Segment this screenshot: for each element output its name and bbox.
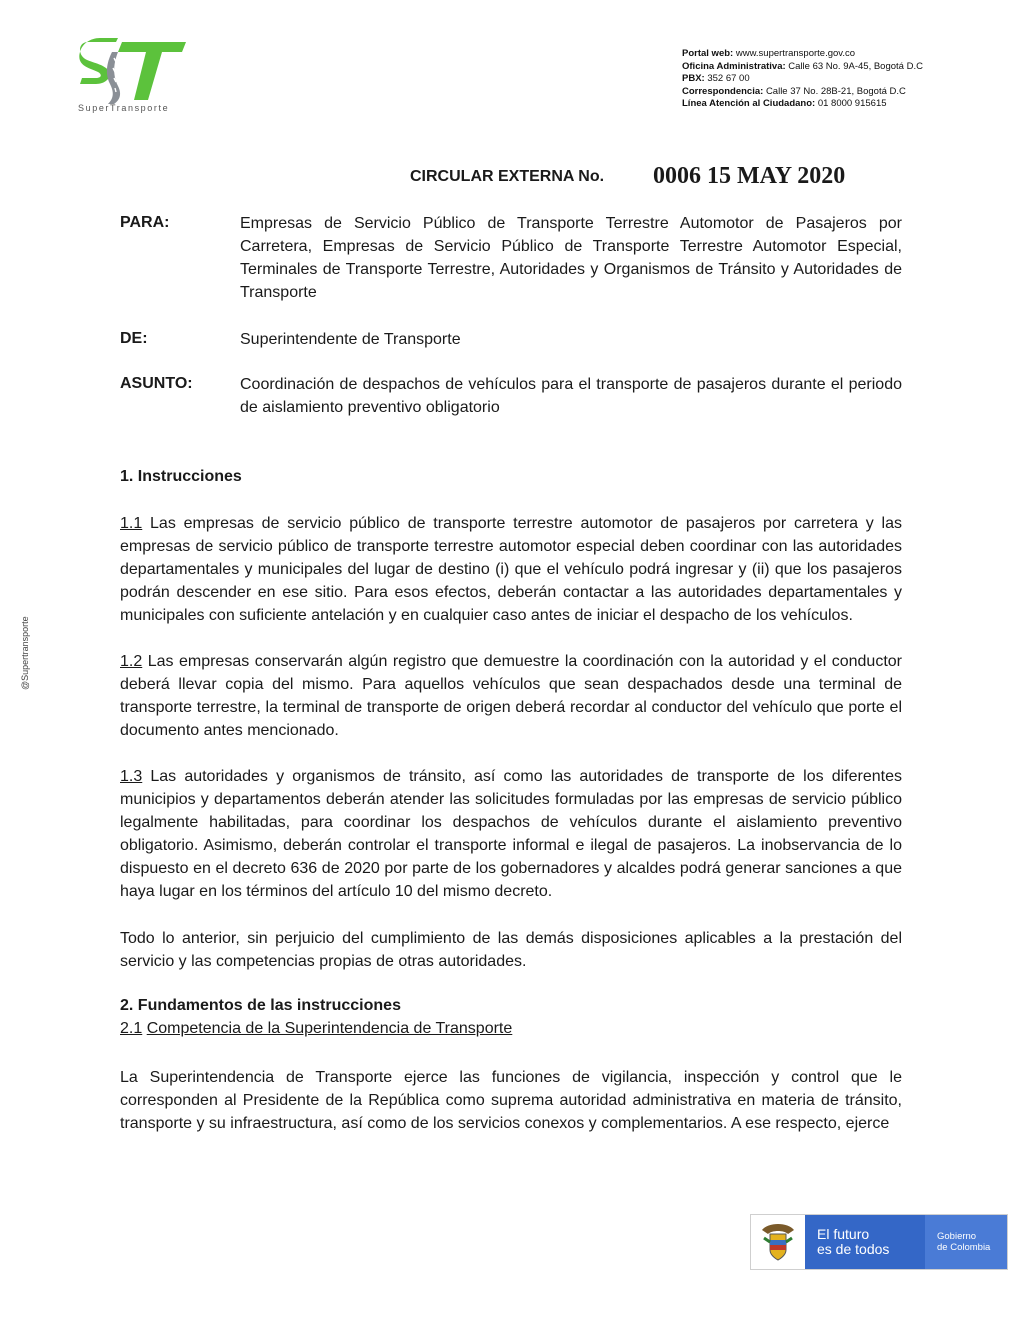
government-label-box — [925, 1215, 1007, 1269]
paragraph-1-2 — [120, 650, 902, 742]
slogan-line-1: El futuro — [817, 1226, 870, 1242]
circular-label: CIRCULAR EXTERNA No. — [410, 168, 605, 185]
paragraph-1-3 — [120, 765, 902, 903]
contact-line-mail: Correspondencia: Calle 37 No. 28B-21, Bogotá D.C — [682, 85, 906, 97]
colombia-crest-icon — [751, 1215, 805, 1269]
paragraph-1-1-number: 1.1 — [120, 515, 143, 532]
government-line-2: de Colombia — [937, 1242, 991, 1253]
section-2-title: 2. Fundamentos de las instrucciones — [120, 997, 401, 1014]
contact-line-phone: Línea Atención al Ciudadano: 01 8000 915615 — [682, 98, 887, 109]
de-label: DE: — [120, 330, 148, 347]
paragraph-1-1-text: Las empresas de servicio público de transporte terrestre automotor de pasajeros por carretera y las empresas de servicio público de transporte terrestre automotor especial deben coordinar con las autoridades departamentales y municipales del lugar de destino (i) que el vehículo podrá ingresar y (ii) que los pasajeros podrán descender en ese sitio. Para esos efectos, deberán contactar a las autoridades departamentales y municipales con suficiente antelación y en cualquier caso antes de iniciar el despacho de los vehículos. — [120, 515, 902, 624]
section-1-title: 1. Instrucciones — [120, 468, 242, 485]
paragraph-2-1: La Superintendencia de Transporte ejerce las funciones de vigilancia, inspección y control que le corresponden al Presidente de la República como suprema autoridad administrativa en materia de tránsito, transporte y su infraestructura, así como de los servicios conexos y complementarios. A ese respecto, ejerce — [120, 1069, 902, 1132]
paragraph-1-3-number: 1.3 — [120, 768, 143, 785]
para-label: PARA: — [120, 214, 170, 231]
subsection-2-1-title — [120, 1020, 512, 1038]
government-badge — [750, 1214, 1008, 1270]
paragraph-closing: Todo lo anterior, sin perjuicio del cumplimiento de las demás disposiciones aplicables a la prestación del servicio y las competencias propias de otras autoridades. — [120, 930, 902, 970]
asunto-label: ASUNTO: — [120, 375, 193, 392]
de-text: Superintendente de Transporte — [240, 331, 461, 348]
subsection-2-1-number: 2.1 — [120, 1020, 143, 1037]
contact-line-office: Oficina Administrativa: Calle 63 No. 9A-45, Bogotá D.C — [682, 60, 923, 72]
government-line-1: Gobierno — [937, 1231, 977, 1242]
contact-line-web: Portal web: www.supertransporte.gov.co — [682, 48, 856, 59]
slogan-line-2: es de todos — [817, 1241, 890, 1257]
side-social-handle: @Supertransporte — [20, 616, 30, 690]
paragraph-1-1 — [120, 512, 902, 627]
slogan-box — [805, 1215, 925, 1269]
logo-subtitle: SuperTransporte — [78, 103, 170, 113]
circular-number: 0006 15 MAY 2020 — [653, 163, 846, 189]
para-text: Empresas de Servicio Público de Transporte Terrestre Automotor de Pasajeros por Carretera, Empresas de Servicio Público de Transporte Terrestre Automotor Especial, Terminales de Transporte Terrestre, Autoridades y Organismos de Tránsito y Autoridades de Transporte — [240, 215, 902, 301]
paragraph-1-2-number: 1.2 — [120, 653, 143, 670]
subsection-2-1-text: Competencia de la Superintendencia de Transporte — [146, 1020, 513, 1037]
contact-block — [682, 48, 923, 111]
contact-line-pbx: PBX: 352 67 00 — [682, 73, 750, 84]
paragraph-1-3-text: Las autoridades y organismos de tránsito, así como las autoridades de transporte de los diferentes municipios y departamentos deberán atender las solicitudes formuladas por las empresas de servicio público legalmente habilitadas, para coordinar los despachos de vehículos durante el aislamiento preventivo obligatorio. Asimismo, deberán controlar el transporte informal e ilegal de pasajeros. La inobservancia de lo dispuesto en el decreto 636 de 2020 por parte de los gobernadores y alcaldes podrá generar sanciones a que haya lugar en los términos del artículo 10 del mismo decreto. — [120, 768, 902, 900]
paragraph-1-2-text: Las empresas conservarán algún registro que demuestre la coordinación con la autoridad y el conductor deberá llevar copia del mismo. Para aquellos vehículos que sean despachados desde una terminal de transporte terrestre, la terminal de transporte de origen deberá recordar al conductor del vehículo que porte el documento antes mencionado. — [120, 653, 902, 739]
asunto-text: Coordinación de despachos de vehículos para el transporte de pasajeros durante el periodo de aislamiento preventivo obligatorio — [240, 376, 902, 416]
